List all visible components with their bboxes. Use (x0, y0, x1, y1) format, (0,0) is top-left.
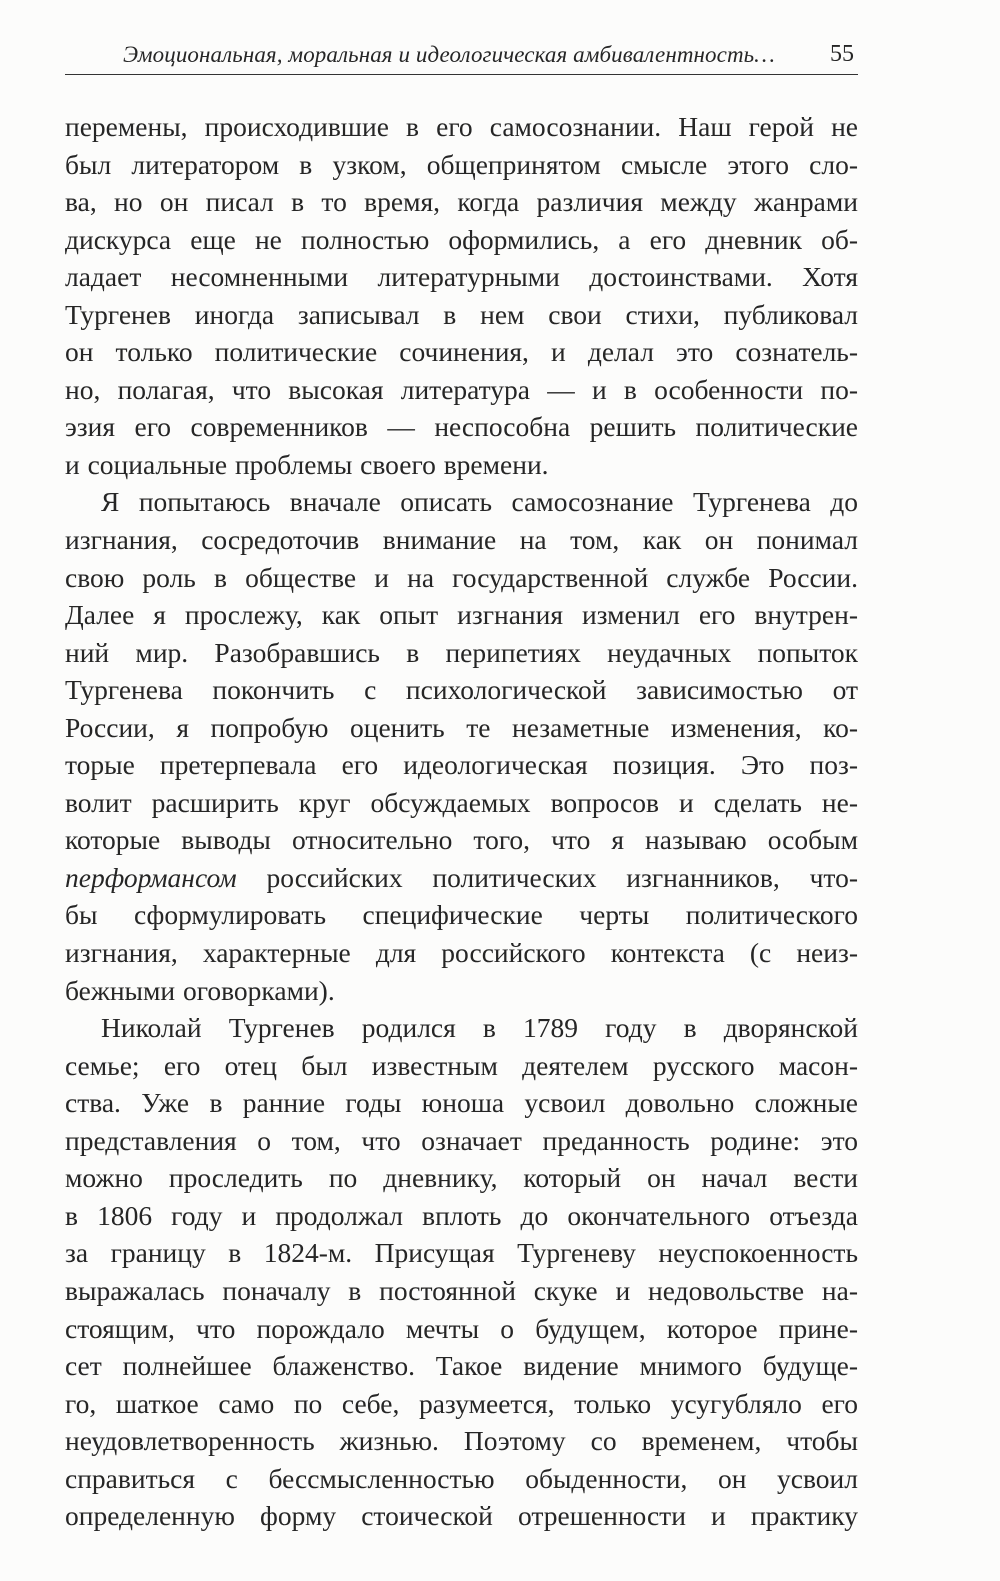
text-line (65, 521, 858, 559)
text-line (65, 934, 858, 972)
line-text: волит расширить круг обсуждаемых вопросов и сделать не- (65, 786, 858, 818)
line-text: Тургенева покончить с психологической зависимостью от (65, 674, 858, 706)
text-line (65, 1497, 858, 1535)
text-line (65, 634, 858, 672)
text-line (65, 1084, 858, 1122)
line-text: которые выводы относительно того, что я называю особым (65, 824, 858, 856)
line-text: определенную форму стоической отрешенности и практику (65, 1500, 858, 1532)
line-text: изгнания, характерные для российского контекста (с неиз- (65, 937, 858, 969)
text-line (65, 1347, 858, 1385)
text-line (65, 1122, 858, 1160)
line-text: изгнания, сосредоточив внимание на том, как он понимал (65, 524, 858, 556)
page-number: 55 (830, 41, 854, 67)
line-text: ний мир. Разобравшись в перипетиях неудачных попыток (65, 636, 858, 668)
line-text: ства. Уже в ранние годы юноша усвоил довольно сложные (65, 1087, 858, 1119)
line-text: го, шаткое само по себе, разумеется, только усугубляло его (65, 1387, 858, 1419)
text-line (65, 746, 858, 784)
running-header (65, 38, 858, 75)
line-text: был литератором в узком, общепринятом смысле этого сло- (65, 148, 858, 180)
line-text: справиться с бессмысленностью обыденности, он усвоил (65, 1462, 858, 1494)
line-text: выражалась поначалу в постоянной скуке и недовольстве на- (65, 1274, 858, 1306)
line-text: перемены, происходившие в его самосознании. Наш герой не (65, 111, 858, 142)
text-line (65, 1460, 858, 1498)
line-text: Тургенев иногда записывал в нем свои стихи, публиковал (65, 298, 858, 330)
line-text: торые претерпевала его идеологическая позиция. Это поз- (65, 749, 858, 781)
line-text: за границу в 1824-м. Присущая Тургеневу неуспокоенность (65, 1237, 858, 1269)
text-line (65, 1197, 858, 1235)
text-line (65, 1272, 858, 1310)
line-text: и социальные проблемы своего времени. (65, 448, 549, 480)
text-line (65, 221, 858, 259)
text-line (65, 896, 858, 934)
text-line (65, 446, 858, 484)
text-line (65, 1009, 858, 1047)
line-text: бы сформулировать специфические черты политического (65, 899, 858, 931)
text-line (65, 483, 858, 521)
paragraph (65, 1009, 858, 1535)
line-text: ладает несомненными литературными достоинствами. Хотя (65, 261, 858, 293)
line-text: неудовлетворенность жизнью. Поэтому со временем, чтобы (65, 1425, 858, 1457)
line-text: эзия его современников — неспособна решить политические (65, 411, 858, 443)
line-text: но, полагая, что высокая литература — и в особенности по- (65, 373, 858, 405)
text-line (65, 1159, 858, 1197)
text-line (65, 972, 858, 1010)
text-line (65, 183, 858, 221)
line-text: представления о том, что означает преданность родине: это (65, 1124, 858, 1156)
text-line (65, 671, 858, 709)
paragraph (65, 108, 858, 483)
italic-term: перформансом (65, 861, 237, 893)
line-text: дискурса еще не полностью оформились, а его дневник об- (65, 223, 858, 255)
text-line (65, 784, 858, 822)
line-text: ва, но он писал в то время, когда различия между жанрами (65, 186, 858, 218)
line-text: свою роль в обществе и на государственной службе России. (65, 561, 858, 593)
line-text: Я попытаюсь вначале описать самосознание Тургенева до (101, 486, 858, 518)
text-line (65, 559, 858, 597)
line-text: Далее я прослежу, как опыт изгнания изменил его внутрен- (65, 599, 858, 631)
text-line (65, 1385, 858, 1423)
text-line (65, 709, 858, 747)
text-line (65, 146, 858, 184)
line-text: России, я попробую оценить те незаметные изменения, ко- (65, 711, 858, 743)
text-line (65, 296, 858, 334)
text-line (65, 258, 858, 296)
text-line (65, 371, 858, 409)
line-text: бежными оговорками). (65, 974, 335, 1006)
line-text: стоящим, что порождало мечты о будущем, которое прине- (65, 1312, 858, 1344)
paragraph (65, 483, 858, 1009)
text-line (65, 1310, 858, 1348)
line-text: он только политические сочинения, и делал это сознатель- (65, 336, 858, 368)
text-line (65, 1047, 858, 1085)
running-title: Эмоциональная, моральная и идеологическая амбивалентность… (123, 42, 775, 67)
text-line (65, 859, 858, 897)
line-text: Николай Тургенев родился в 1789 году в дворянской (101, 1012, 858, 1044)
text-line (65, 408, 858, 446)
text-line (65, 108, 858, 146)
line-text: семье; его отец был известным деятелем русского масон- (65, 1049, 858, 1081)
line-text: российских политических изгнанников, что- (236, 861, 858, 893)
text-line (65, 333, 858, 371)
text-line (65, 821, 858, 859)
text-line (65, 596, 858, 634)
line-text: в 1806 году и продолжал вплоть до окончательного отъезда (65, 1199, 858, 1231)
line-text: можно проследить по дневнику, который он начал вести (65, 1162, 858, 1194)
text-line (65, 1234, 858, 1272)
body-text (65, 108, 858, 1535)
line-text: сет полнейшее блаженство. Такое видение мнимого будуще- (65, 1350, 858, 1382)
text-line (65, 1422, 858, 1460)
